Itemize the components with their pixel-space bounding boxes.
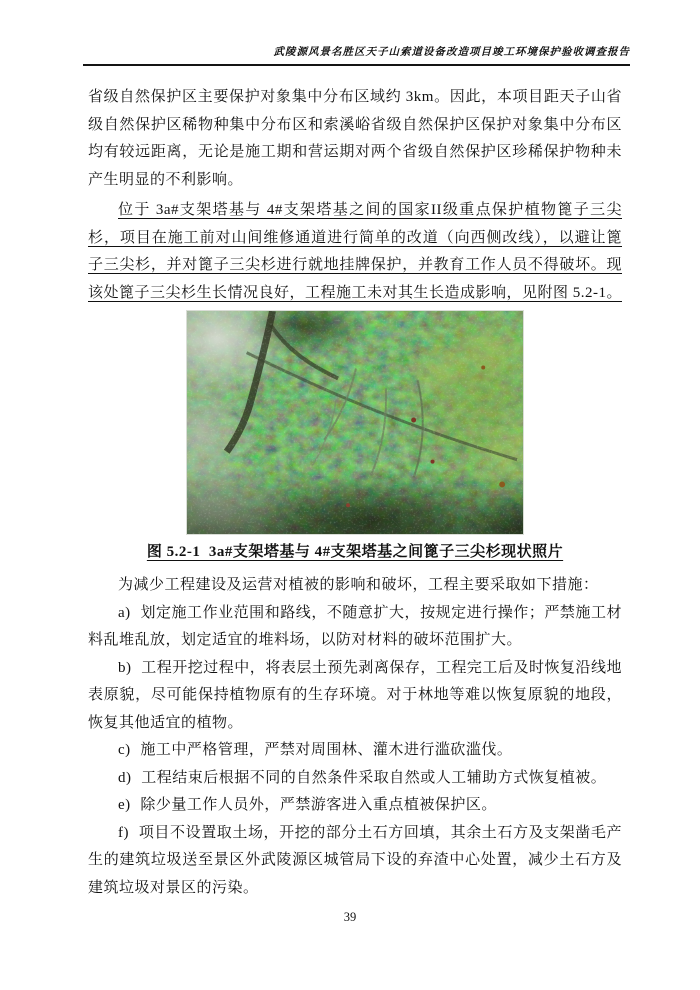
figure-photo-forest <box>186 310 524 535</box>
measure-label: e) <box>118 797 131 813</box>
measure-label: f) <box>118 824 129 841</box>
measure-item-d <box>88 765 622 793</box>
page-content <box>88 84 622 902</box>
page-number: 39 <box>343 910 357 924</box>
page-header-title: 武陵源风景名胜区天子山索道设备改造项目竣工环境保护验收调查报告 <box>83 44 630 66</box>
paragraph-measures-intro: 为减少工程建设及运营对植被的影响和破坏，工程主要采取如下措施： <box>118 577 599 593</box>
measure-label: d) <box>118 769 132 786</box>
forest-photo-illustration <box>187 311 523 534</box>
measure-label: a) <box>118 604 131 621</box>
measure-text: 项目不设置取土场，开挖的部分土石方回填，其余土石方及支架凿毛产生的建筑垃圾送至景区外武陵源区城管局下设的弃渣中心处置，减少土石方及建筑垃圾对景区的污染。 <box>88 824 622 896</box>
measure-text: 工程结束后根据不同的自然条件采取自然或人工辅助方式恢复植被。 <box>141 769 607 786</box>
paragraph-continuation: 省级自然保护区主要保护对象集中分布区域约 3km。因此，本项目距天子山省级自然保护区稀物种集中分布区和索溪峪省级自然保护区保护对象集中分布区均有较远距离，无论是施工期和营运期对两个省级自然保护区珍稀保护物种未产生明显的不利影响。 <box>88 89 622 188</box>
measure-item-a <box>88 600 622 655</box>
measure-label: b) <box>118 659 132 676</box>
measure-text: 划定施工作业范围和路线，不随意扩大，按规定进行操作；严禁施工材料乱堆乱放，划定适宜的堆料场，以防对材料的破坏范围扩大。 <box>88 604 622 648</box>
measure-text: 施工中严格管理，严禁对周围林、灌木进行滥砍滥伐。 <box>140 742 513 758</box>
measure-text: 除少量工作人员外，严禁游客进入重点植被保护区。 <box>140 797 497 813</box>
measure-text: 工程开挖过程中，将表层土预先剥离保存，工程完工后及时恢复沿线地表原貌，尽可能保持植物原有的生存环境。对于林地等难以恢复原貌的地段，恢复其他适宜的植物。 <box>88 659 622 731</box>
measure-item-b <box>88 655 622 738</box>
paragraph-protected-plant: 位于 3a#支架塔基与 4#支架塔基之间的国家II级重点保护植物篦子三尖杉，项目在施工前对山间维修通道进行简单的改道（向西侧改线），以避让篦子三尖杉，并对篦子三尖杉进行就地挂牌保护，并教育工作人员不得破坏。现该处篦子三尖杉生长情况良好，工程施工未对其生长造成影响，见附图 5.2-1。 <box>88 202 622 301</box>
measure-item-c <box>88 737 622 765</box>
measure-item-f <box>88 820 622 903</box>
measure-item-e <box>88 792 622 820</box>
measure-label: c) <box>118 742 131 758</box>
figure-caption: 图 5.2-1 3a#支架塔基与 4#支架塔基之间篦子三尖杉现状照片 <box>146 544 564 560</box>
